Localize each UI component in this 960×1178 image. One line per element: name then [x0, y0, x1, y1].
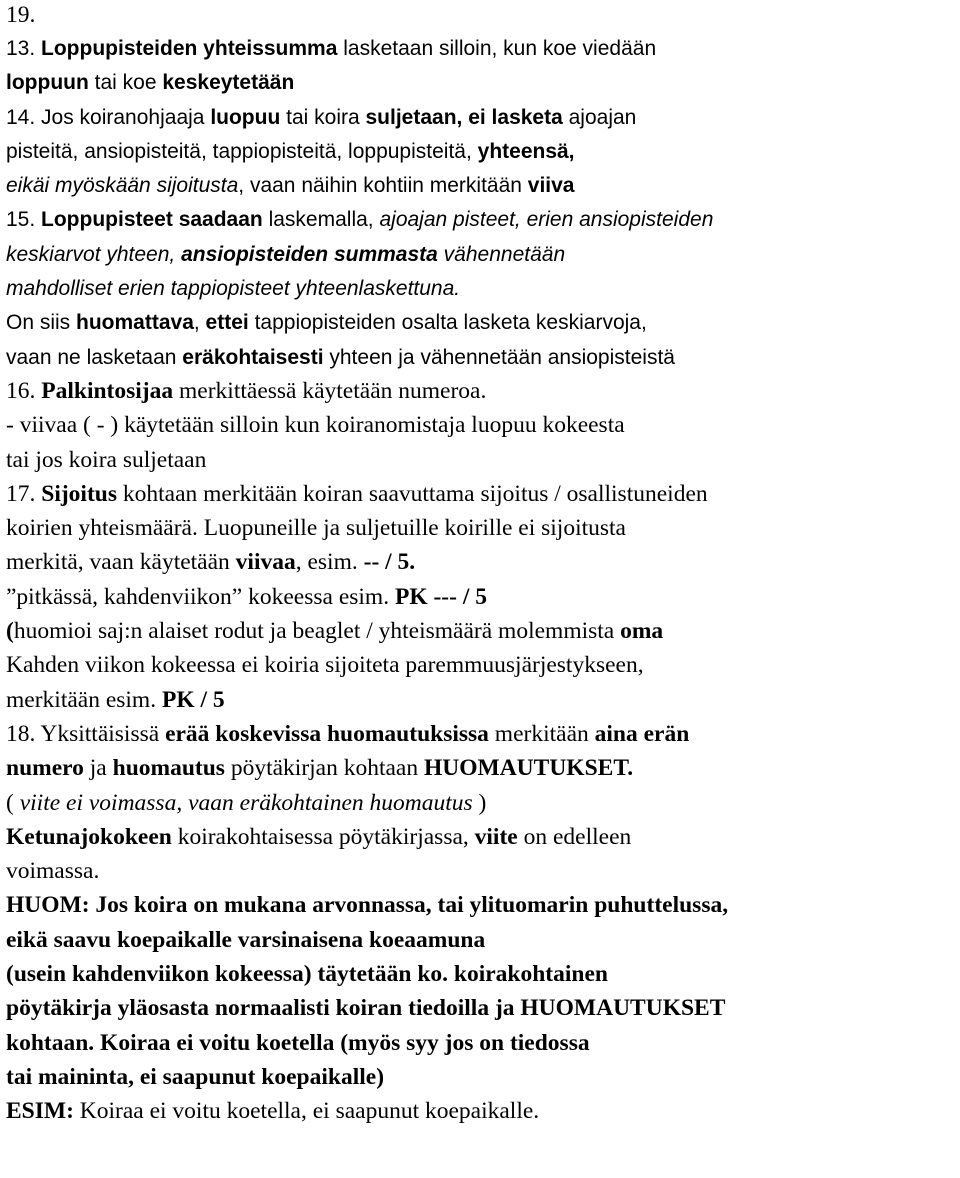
text-line — [6, 820, 956, 854]
line-text — [6, 277, 460, 300]
line-text — [6, 584, 487, 610]
text-run: pöytäkirjan kohtaan — [224, 755, 424, 782]
text-run: merkitään esim. — [6, 686, 162, 713]
text-run: 14. Jos koiranohjaaja — [6, 105, 211, 129]
text-line — [6, 511, 956, 545]
text-line — [6, 923, 956, 957]
italic-text: mahdolliset erien tappiopisteet yhteenlaskettuna. — [6, 277, 461, 301]
text-run: tappiopisteiden osalta lasketa keskiarvoja, — [248, 311, 647, 335]
text-run: on edelleen — [517, 823, 632, 850]
text-run: , — [193, 311, 206, 335]
text-run: - viivaa ( - ) käytetään silloin kun koiranomistaja luopuu kokeesta — [6, 412, 625, 439]
bold-text: ansiopisteiden summasta — [181, 242, 438, 266]
bold-text: aina erän — [594, 720, 690, 747]
text-line — [6, 854, 956, 888]
text-run: voimassa. — [6, 858, 100, 885]
line-text — [6, 721, 689, 747]
text-run: tai koe — [88, 71, 163, 95]
line-text — [6, 346, 675, 369]
text-line — [6, 100, 956, 134]
text-line — [6, 305, 956, 339]
text-line — [6, 1026, 956, 1060]
text-line — [6, 683, 956, 717]
line-text — [6, 71, 294, 94]
text-run: merkitä, vaan käytetään — [6, 549, 236, 576]
text-run: , vaan näihin kohtiin merkitään — [238, 174, 528, 198]
text-line — [6, 271, 956, 305]
bold-text: ettei — [205, 311, 249, 335]
text-run: On siis — [6, 311, 77, 335]
text-line — [6, 168, 956, 202]
line-text — [6, 1064, 384, 1090]
line-text — [6, 961, 608, 987]
line-text — [6, 858, 99, 884]
text-run: koirakohtaisessa pöytäkirjassa, — [171, 823, 475, 850]
bold-text: PK / 5 — [161, 686, 225, 713]
text-run: ) — [472, 789, 487, 816]
bold-text: Palkintosijaa — [41, 377, 174, 404]
text-run: ”pitkässä, kahdenviikon” kokeessa esim. — [6, 583, 395, 610]
text-run: merkittäessä käytetään numeroa. — [173, 377, 487, 404]
line-text — [6, 1030, 590, 1056]
italic-text: eikäi myöskään sijoitusta — [6, 174, 239, 198]
bold-text: HUOM: Jos koira on mukana arvonnassa, tai ylituomarin puhuttelussa, — [6, 892, 729, 919]
text-run: 17. — [6, 480, 42, 507]
document-body — [6, 31, 956, 1129]
text-line — [6, 614, 956, 648]
line-text — [6, 37, 656, 60]
bold-text: (usein kahdenviikon kokeessa) täytetään ko. koirakohtainen — [6, 961, 608, 988]
line-text — [6, 140, 575, 163]
bold-text: huomattava — [76, 311, 194, 335]
bold-text: viite — [474, 823, 518, 850]
text-run: 15. — [6, 208, 42, 232]
text-line — [6, 340, 956, 374]
line-text — [6, 378, 486, 404]
text-run: 18. Yksittäisissä — [6, 720, 166, 747]
line-text — [6, 618, 663, 644]
text-run: ja — [83, 755, 113, 782]
text-line — [6, 991, 956, 1025]
text-line — [6, 1094, 956, 1128]
bold-text: ( — [6, 618, 14, 645]
text-line — [6, 237, 956, 271]
text-line — [6, 717, 956, 751]
line-text — [6, 995, 725, 1021]
bold-text: loppuun — [6, 71, 89, 95]
text-run: 13. — [6, 37, 42, 60]
line-text — [6, 174, 575, 197]
bold-text: Ketunajokokeen — [6, 823, 172, 850]
bold-text: tai maininta, ei saapunut koepaikalle) — [6, 1063, 385, 1090]
line-text — [6, 755, 633, 781]
line-text — [6, 208, 713, 231]
bold-text: oma — [620, 618, 664, 645]
text-line — [6, 648, 956, 682]
line-text — [6, 824, 631, 850]
line-text — [6, 892, 728, 918]
bold-text: luopuu — [210, 105, 281, 129]
bold-text: suljetaan, ei lasketa — [365, 105, 563, 129]
line-text — [6, 927, 485, 953]
text-run: 16. — [6, 377, 42, 404]
text-line — [6, 1060, 956, 1094]
document-page — [6, 0, 956, 1129]
bold-text: HUOMAUTUKSET. — [424, 755, 634, 782]
bold-text: viiva — [527, 174, 575, 198]
text-run: koirien yhteismäärä. Luopuneille ja suljetuille koirille ei sijoitusta — [6, 515, 626, 542]
text-run: Koiraa ei voitu koetella, ei saapunut koepaikalle. — [73, 1098, 540, 1125]
text-line — [6, 888, 956, 922]
text-line — [6, 477, 956, 511]
text-run: laskemalla, — [262, 208, 380, 232]
line-text — [6, 652, 644, 678]
bold-text: yhteensä, — [477, 139, 575, 163]
text-run: vaan ne lasketaan — [6, 345, 183, 369]
italic-text: viite ei voimassa, vaan eräkohtainen huomautus — [19, 789, 473, 816]
text-line — [6, 408, 956, 442]
bold-text: -- / 5. — [363, 549, 416, 576]
italic-text: vähennetään — [437, 242, 566, 266]
text-line — [6, 134, 956, 168]
text-run: merkitään — [488, 720, 595, 747]
bold-text: viivaa — [235, 549, 296, 576]
text-run: tai jos koira suljetaan — [6, 446, 207, 473]
text-run: yhteen ja vähennetään ansiopisteistä — [323, 345, 675, 369]
line-text — [6, 447, 206, 473]
line-text — [6, 549, 415, 575]
bold-text: ESIM: — [6, 1098, 74, 1125]
bold-text: keskeytetään — [162, 71, 295, 95]
bold-text: Loppupisteiden yhteissumma — [41, 37, 338, 60]
text-line — [6, 202, 956, 236]
text-line — [6, 65, 956, 99]
text-run: kohtaan merkitään koiran saavuttama sijoitus / osallistuneiden — [117, 480, 708, 507]
page-number: 19. — [6, 2, 36, 28]
text-run: ajoajan — [562, 105, 637, 129]
text-run: lasketaan silloin, kun koe viedään — [337, 37, 657, 60]
line-text — [6, 481, 708, 507]
bold-text: Loppupisteet saadaan — [41, 208, 263, 232]
text-run: pisteitä, ansiopisteitä, tappiopisteitä, loppupisteitä, — [6, 139, 478, 163]
bold-text: erää koskevissa huomautuksissa — [165, 720, 489, 747]
text-line — [6, 580, 956, 614]
bold-text: eikä saavu koepaikalle varsinaisena koeaamuna — [6, 926, 486, 953]
text-line — [6, 786, 956, 820]
bold-text: eräkohtaisesti — [182, 345, 324, 369]
italic-text: keskiarvot yhteen, — [6, 242, 182, 266]
line-text — [6, 790, 486, 816]
bold-text: huomautus — [112, 755, 225, 782]
line-text — [6, 1098, 539, 1124]
text-line — [6, 751, 956, 785]
bold-text: Sijoitus — [41, 480, 117, 507]
bold-text: pöytäkirja yläosasta normaalisti koiran tiedoilla ja HUOMAUTUKSET — [6, 995, 726, 1022]
text-line — [6, 31, 956, 65]
text-run: Kahden viikon kokeessa ei koiria sijoiteta paremmuusjärjestykseen, — [6, 652, 644, 679]
bold-text: numero — [6, 755, 84, 782]
text-line — [6, 374, 956, 408]
bold-text: PK --- / 5 — [394, 583, 487, 610]
bold-text: kohtaan. Koiraa ei voitu koetella (myös syy jos on tiedossa — [6, 1029, 590, 1056]
line-text — [6, 106, 636, 129]
text-run: , esim. — [295, 549, 364, 576]
line-text — [6, 311, 647, 334]
line-text — [6, 243, 565, 266]
text-run: ( — [6, 789, 20, 816]
text-run: tai koira — [280, 105, 366, 129]
italic-text: ajoajan pisteet, erien ansiopisteiden — [379, 208, 714, 232]
text-line — [6, 545, 956, 579]
text-line — [6, 957, 956, 991]
text-line — [6, 443, 956, 477]
text-run: huomioi saj:n alaiset rodut ja beaglet / yhteismäärä molemmista — [13, 618, 621, 645]
line-text — [6, 412, 625, 438]
line-text — [6, 515, 626, 541]
line-text — [6, 687, 225, 713]
